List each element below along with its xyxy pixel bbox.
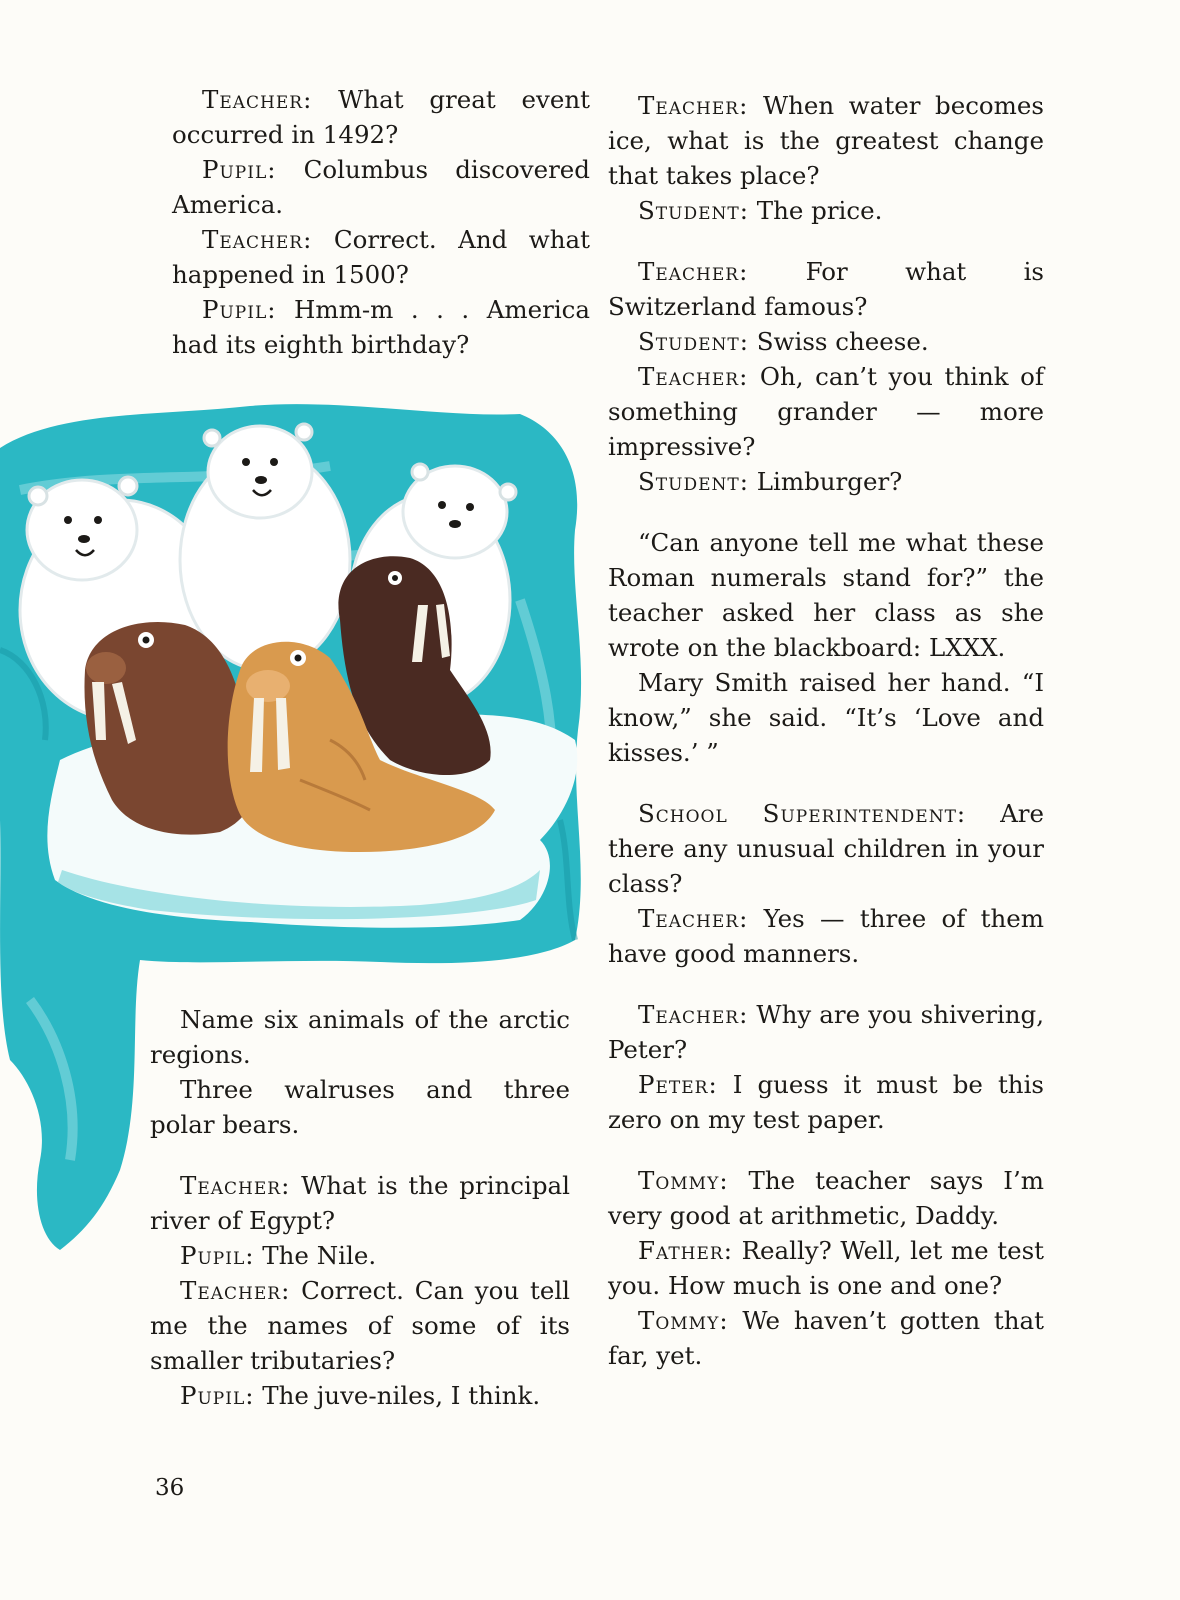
dialogue-line [608, 193, 1044, 228]
dialogue-text: I guess it must be this zero on my test paper. [608, 1070, 1044, 1134]
left-column-bottom [150, 1002, 570, 1413]
dialogue-line [608, 464, 1044, 499]
dialogue-line [172, 152, 590, 222]
dialogue-text: Really? Well, let me test you. How much is one and one? [608, 1236, 1044, 1300]
dialogue-line [608, 324, 1044, 359]
dialogue-text: Columbus discovered America. [172, 155, 590, 219]
dialogue-line [172, 292, 590, 362]
speaker-label: Teacher: [638, 362, 749, 391]
dialogue-text: The Nile. [254, 1241, 377, 1270]
speaker-label: Student: [638, 196, 749, 225]
speaker-label: Pupil: [202, 155, 277, 184]
speaker-label: Peter: [638, 1070, 718, 1099]
speaker-label: Teacher: [638, 1000, 749, 1029]
dialogue-line [608, 1233, 1044, 1303]
speaker-label: Pupil: [180, 1381, 255, 1410]
speaker-label: Pupil: [202, 295, 277, 324]
dialogue-text: The teacher says I’m very good at arithmetic, Daddy. [608, 1166, 1044, 1230]
speaker-label: Teacher: [638, 91, 749, 120]
dialogue-line [608, 254, 1044, 324]
dialogue-text: Are there any unusual children in your class? [608, 799, 1044, 898]
riddle-line [150, 1002, 570, 1072]
dialogue-line [172, 82, 590, 152]
dialogue-line [608, 1067, 1044, 1137]
dialogue-line [608, 1163, 1044, 1233]
dialogue-text: Why are you shivering, Peter? [608, 1000, 1044, 1064]
dialogue-text: Correct. Can you tell me the names of some of its smaller tributaries? [150, 1276, 570, 1375]
dialogue-text: Three walruses and three polar bears. [150, 1075, 570, 1139]
dialogue-text: The juve-niles, I think. [254, 1381, 541, 1410]
dialogue-text: Hmm-m . . . America had its eighth birthday? [172, 295, 590, 359]
speaker-label: Student: [638, 327, 749, 356]
dialogue-text: We haven’t gotten that far, yet. [608, 1306, 1044, 1370]
dialogue-text: Yes — three of them have good manners. [608, 904, 1044, 968]
speaker-label: Teacher: [180, 1171, 291, 1200]
narrative-line [608, 665, 1044, 770]
dialogue-line [150, 1168, 570, 1238]
left-column-top [172, 82, 590, 362]
speaker-label: Teacher: [202, 85, 313, 114]
speaker-label: Tommy: [638, 1166, 729, 1195]
dialogue-text: Name six animals of the arctic regions. [150, 1005, 570, 1069]
dialogue-text: “Can anyone tell me what these Roman numerals stand for?” the teacher asked her class as she wrote on the blackboard: LXXX. [608, 528, 1044, 662]
dialogue-line [608, 796, 1044, 901]
dialogue-text: What great event occurred in 1492? [172, 85, 590, 149]
dialogue-text: When water becomes ice, what is the greatest change that takes place? [608, 91, 1044, 190]
speaker-label: Tommy: [638, 1306, 729, 1335]
dialogue-line [608, 901, 1044, 971]
dialogue-line [150, 1378, 570, 1413]
riddle-line [150, 1072, 570, 1142]
dialogue-text: What is the principal river of Egypt? [150, 1171, 570, 1235]
page-number: 36 [155, 1475, 185, 1501]
dialogue-line [150, 1238, 570, 1273]
speaker-label: Teacher: [638, 257, 749, 286]
narrative-line [608, 525, 1044, 665]
speaker-label: Teacher: [638, 904, 749, 933]
dialogue-line [608, 88, 1044, 193]
dialogue-text: Oh, can’t you think of something grander — more impressive? [608, 362, 1044, 461]
dialogue-text: Correct. And what happened in 1500? [172, 225, 590, 289]
dialogue-text: The price. [748, 196, 883, 225]
dialogue-line [150, 1273, 570, 1378]
dialogue-text: Swiss cheese. [748, 327, 929, 356]
dialogue-text: For what is Switzerland famous? [608, 257, 1044, 321]
dialogue-line [172, 222, 590, 292]
dialogue-text: Mary Smith raised her hand. “I know,” she said. “It’s ‘Love and kisses.’ ” [608, 668, 1044, 767]
speaker-label: Teacher: [202, 225, 313, 254]
dialogue-line [608, 359, 1044, 464]
speaker-label: Father: [638, 1236, 733, 1265]
dialogue-line [608, 1303, 1044, 1373]
speaker-label: School Superintendent: [638, 799, 967, 828]
dialogue-line [608, 997, 1044, 1067]
speaker-label: Student: [638, 467, 749, 496]
right-column [608, 88, 1044, 1373]
speaker-label: Pupil: [180, 1241, 255, 1270]
speaker-label: Teacher: [180, 1276, 291, 1305]
dialogue-text: Limburger? [748, 467, 903, 496]
